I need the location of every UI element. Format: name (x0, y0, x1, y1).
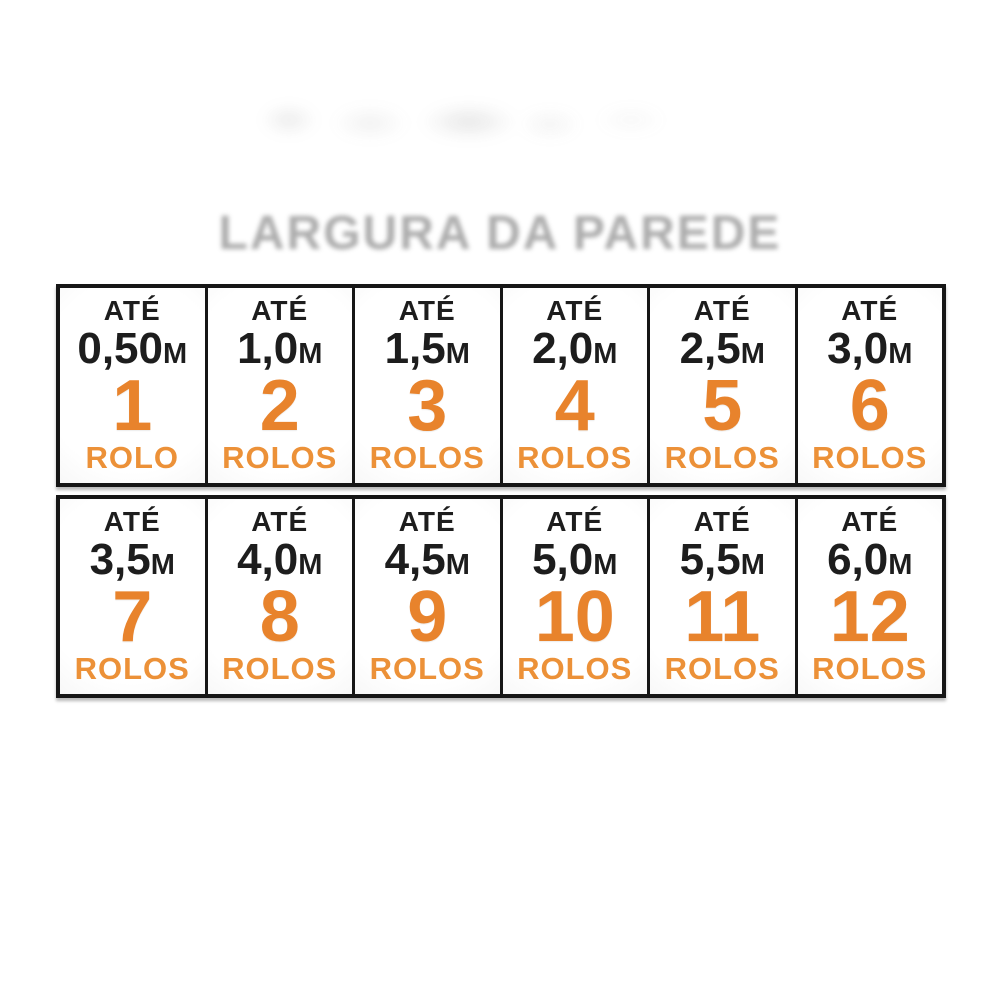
cell-roll-count: 9 (407, 576, 448, 657)
cell-prefix: ATÉ (398, 505, 456, 537)
cell-width-value: 1,5 (384, 323, 446, 373)
cell-width-value: 4,5 (384, 534, 446, 584)
cell-width-unit: M (150, 548, 175, 581)
cell-roll-count: 3 (407, 365, 448, 446)
cell-width (827, 534, 913, 584)
cell-width-unit: M (593, 548, 618, 581)
cell-width-value: 2,0 (532, 323, 594, 373)
cell-width-value: 3,0 (827, 323, 889, 373)
table-cell-3-0m (798, 288, 943, 483)
cell-prefix: ATÉ (251, 294, 309, 326)
cell-roll-label: ROLOS (222, 651, 338, 687)
cell-prefix: ATÉ (693, 505, 751, 537)
cell-width-value: 4,0 (237, 534, 299, 584)
table-cell-5-0m (503, 499, 651, 694)
cell-roll-label: ROLOS (222, 440, 338, 476)
cell-roll-label: ROLOS (812, 651, 928, 687)
cell-width-value: 1,0 (237, 323, 299, 373)
table-cell-0-50m (60, 288, 208, 483)
cell-roll-count: 10 (534, 576, 615, 657)
cell-width-unit: M (162, 337, 188, 370)
cell-roll-count: 5 (702, 365, 743, 446)
table-row-2 (56, 495, 946, 698)
cell-width (532, 534, 618, 584)
cell-width (77, 323, 188, 373)
cell-prefix: ATÉ (103, 294, 161, 326)
cell-width-value: 5,0 (532, 534, 594, 584)
cell-roll-label: ROLOS (517, 440, 633, 476)
cell-width (237, 323, 323, 373)
cell-width-value: 2,5 (679, 323, 741, 373)
cell-width (384, 534, 470, 584)
table-cell-4-5m (355, 499, 503, 694)
cell-width (532, 323, 618, 373)
cell-roll-label: ROLOS (517, 651, 633, 687)
cell-roll-label: ROLOS (664, 440, 780, 476)
cell-roll-count: 4 (554, 365, 595, 446)
table-cell-6-0m (798, 499, 943, 694)
cell-roll-count: 7 (112, 576, 153, 657)
table-cell-4-0m (208, 499, 356, 694)
cell-roll-count: 12 (829, 576, 910, 657)
cell-width-unit: M (740, 337, 765, 370)
cell-width-value: 5,5 (679, 534, 741, 584)
cell-width-unit: M (888, 337, 913, 370)
table-cell-1-5m (355, 288, 503, 483)
cell-width (679, 534, 765, 584)
cell-prefix: ATÉ (841, 505, 899, 537)
cell-width-unit: M (888, 548, 913, 581)
cell-width-value: 0,50 (77, 323, 163, 373)
illegible-faded-text (235, 92, 685, 154)
cell-width-unit: M (593, 337, 618, 370)
cell-roll-label: ROLOS (664, 651, 780, 687)
cell-prefix: ATÉ (693, 294, 751, 326)
table-cell-5-5m (650, 499, 798, 694)
cell-width-value: 6,0 (827, 534, 889, 584)
cell-prefix: ATÉ (546, 505, 604, 537)
cell-prefix: ATÉ (841, 294, 899, 326)
table-cell-3-5m (60, 499, 208, 694)
cell-width (237, 534, 323, 584)
cell-roll-label: ROLO (85, 440, 180, 476)
cell-width-unit: M (298, 548, 323, 581)
cell-prefix: ATÉ (103, 505, 161, 537)
table-cell-2-5m (650, 288, 798, 483)
cell-width-value: 3,5 (89, 534, 151, 584)
cell-prefix: ATÉ (546, 294, 604, 326)
cell-prefix: ATÉ (398, 294, 456, 326)
cell-roll-count: 2 (259, 365, 300, 446)
cell-prefix: ATÉ (251, 505, 309, 537)
cell-width (89, 534, 175, 584)
cell-width-unit: M (298, 337, 323, 370)
cell-width-unit: M (445, 337, 470, 370)
cell-width (827, 323, 913, 373)
cell-roll-count: 11 (684, 576, 761, 657)
table-row-1 (56, 284, 946, 487)
cell-roll-label: ROLOS (369, 440, 485, 476)
cell-roll-label: ROLOS (812, 440, 928, 476)
cell-roll-count: 8 (259, 576, 300, 657)
table-cell-1-0m (208, 288, 356, 483)
cell-roll-label: ROLOS (74, 651, 190, 687)
cell-roll-count: 1 (112, 365, 153, 446)
table-cell-2-0m (503, 288, 651, 483)
page-title: LARGURA DA PAREDE (218, 207, 782, 260)
rolls-table (56, 284, 946, 698)
cell-roll-label: ROLOS (369, 651, 485, 687)
cell-width (384, 323, 470, 373)
cell-roll-count: 6 (849, 365, 890, 446)
cell-width-unit: M (445, 548, 470, 581)
cell-width (679, 323, 765, 373)
cell-width-unit: M (740, 548, 765, 581)
